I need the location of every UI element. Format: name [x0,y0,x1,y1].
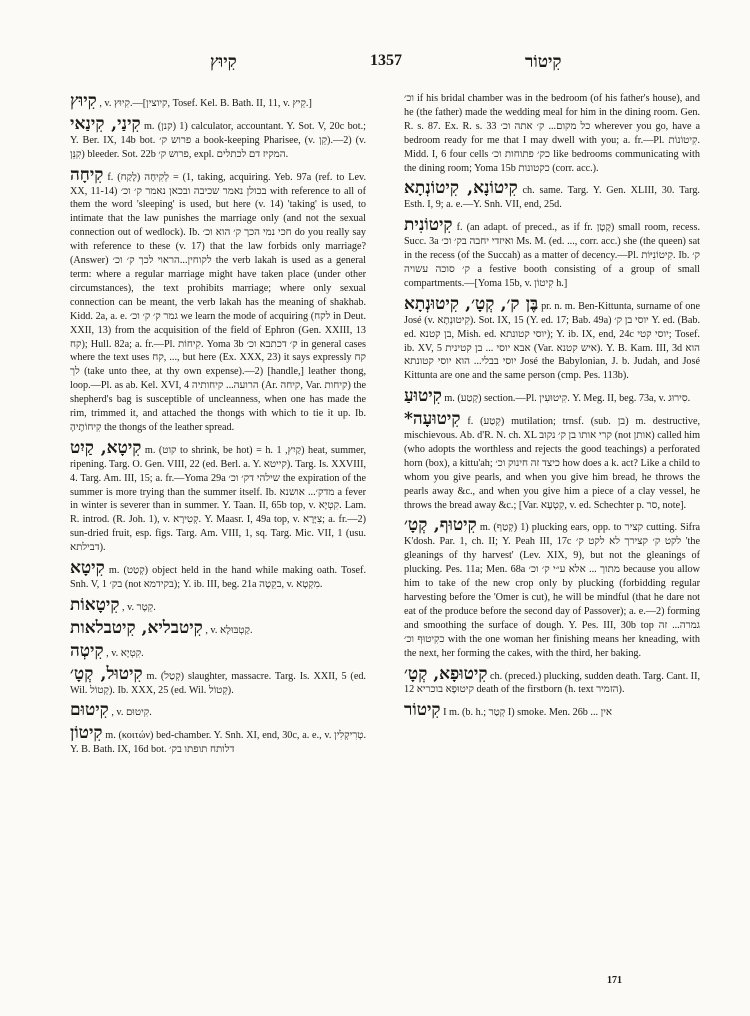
entry-headword: בֶּן ק׳, קְטָ׳, קִיטוּנְתָא [404,293,539,314]
entry-headword: קִיטוֹר [404,700,441,721]
dictionary-entry [404,295,700,383]
dictionary-entry [404,701,700,720]
entry-headword: *קִיטוּעָה [404,409,461,430]
dictionary-entry [70,665,366,698]
entry-headword: קִיוּץ [70,92,97,111]
right-column [404,92,700,982]
entry-headword: קִיטָא [70,558,105,579]
entry-definition: , v. קַטְבּוּלָא. [205,624,253,636]
dictionary-entry [404,92,700,175]
entry-definition: , v. קִיטוּם. [111,707,152,719]
dictionary-entry [70,92,366,111]
entry-headword: קִיטָא, קַיִט [70,437,142,458]
entry-definition: m. (קְטַט) object held in the hand while making oath. Tosef. Snh. V, 1 בק׳ (not בקידמא); Y. ib. III, beg. 21a בקֵטָה, v. מִקְטָא. [70,565,366,590]
dictionary-entry [70,724,366,757]
entry-headword: קִיטוּל, קְטָ׳ [70,663,143,684]
entry-definition: m. (קנן) 1) calculator, accountant. Y. Sot. V, 20c bot.; Y. Ber. IX, 14b bot. פרוש ק׳ a book-keeping Pharisee, (v. קֵן).—2) (v. קִנֵּן) bleeder. Sot. 22b פרוש ק׳, expl. המקיז דם לכתלים. [70,120,366,160]
entry-definition: pr. n. m. Ben-Kittunta, surname of one José (v. קִיטוּנְתָא). Sot. IX, 15 (Y. ed. 17; Bab. 49a) יוסי בן ק׳ Y. ed. (Bab. ed. בן קטנא, Mish. ed. יוסי קטונתא); Y. ib. IX, end, 24c יוסי קטי; Tosef. ib. XV, 5 אבא יוסי ... בן קטינית (Var. איש קטנא). Y. B. Kam. III, 3d הוא יוסי בבלי... הוא יוסי קטונתא José the Babylonian, J. b. Judah, and José Kittunta are one and the same person (cmp. Pes. 113b). [404,300,700,382]
entry-headword: קִיטְה [70,640,104,661]
entry-definition: m. (קוט to shrink, be hot) = h. קַיִץ, 1) heat, summer, ripening. Targ. O. Gen. VIII, 22 (ed. Berl. a. Y. קייטא). Targ. Is. XXVIII, 4. Targ. Am. III, 15; a. fr.—Yoma 29a שילהי דק׳ וכ׳ the expiration of the summer is more trying than the summer itself. Ib. מדק׳... אושנא a fever in winter is severer than in summer. Y. Taan. II, 65b top, v. קִטְיָא. Lam. R. introd. (R. Joh. 1), v. קְטִירָא. Y. Maasr. I, 49a top, v. צִיָּרָא; a. fr.—2) sun-dried fruit, esp. figs. Targ. Am. VIII, 1, sq. Targ. Mic. VII, 1 (usu. דבילתא). [70,444,366,554]
entry-headword: קִיטוּפָא, קְטָ׳ [404,663,488,684]
dictionary-entry [70,439,366,555]
dictionary-entry [404,216,700,291]
entry-definition: f. (an adapt. of preced., as if fr. קָטָן) small room, recess. Succ. 3a ואיזדי יחבה בק׳ וכ׳ Ms. M. (ed. ..., corr. acc.) she (the queen) sat in the recess (of the Succah) as a matter of decency.—Pl. קִיטוֹנִיּוֹת. Ib. ק׳ ק׳ סוכה עשויה a festive booth consisting of a group of small compartments.—[Yoma 15b, v. קִיטוֹן h.] [404,222,700,289]
dictionary-entry [70,619,366,638]
entry-headword: קִיטוֹנָא, קִיטוֹנְתָא [404,178,518,199]
dictionary-entry [404,179,700,212]
dictionary-entry [70,559,366,592]
entry-headword: קִיטבליא, קִיטבלאות [70,617,203,638]
entry-definition: m. (קְטַל) slaughter, massacre. Targ. Is. XXII, 5 (ed. Wil. קְטוֹל). Ib. XXX, 25 (ed. Wil. קְטוֹל). [70,670,366,696]
entry-headword: קִינַי, קִינַאי [70,113,141,134]
entry-definition: , v. קִיוּץ.—[קיוצין, Tosef. Kel. B. Bath. II, 11, v. קֵיץ.] [99,98,312,109]
dictionary-entry [70,115,366,162]
entry-definition: m. (קְטַף) 1) plucking ears, opp. to קציר cutting. Sifra K'dosh. Par. 1, ch. II; Y. Peah III, 17c לקט ק׳ קצירך לא לקט ק׳ 'the gleanings of thy harvest' (Lev. XIX, 9), but not the gleanings of plucking. Pes. 11a; Men. 68a מתוך ... אלא ע״י ק׳ וכ׳ because you allow him to take of the new crop only by plucking (forbidding regular harvesting before the 'Omer is cut), he will be mindful (that he dare not eat of the produce before the second day of Passover); a. e.—2) forming and smoothing the surface of dough. Y. Pes. III, 30b top גמרה... זה כקִיטוּף וכ׳ with the one woman her finishing means her kneading, with the next, her forming the cakes, with the third, her baking. [404,522,700,659]
page-header [70,52,700,74]
dictionary-entry [70,596,366,615]
right-running-head: קִיטוֹר [525,52,562,72]
entry-definition: ch. same. Targ. Y. Gen. XLIII, 30. Targ. Esth. I, 9; a. e.—Y. Snh. VII, end, 25d. [404,185,700,211]
entry-definition: m. (קְטַע) section.—Pl. קִיטוּעִין. Y. Meg. II, beg. 73a, v. סִירוּג. [444,393,691,405]
entry-headword: קִיטָאוֹת [70,594,120,615]
dictionary-entry [70,642,366,661]
entry-definition: , v. קֵטֶר. [122,601,156,613]
dictionary-entry [70,166,366,435]
dictionary-entry [404,665,700,698]
entry-definition: f. (לָקַח) 1) = לְקִיחָה, taking, acquiring. Yeb. 97a (ref. to Lev. XX, 11-14) בכולן נאמר שכיבה ובכאן נאמר ק׳ וכ׳ with reference to all of them the word 'sleeping' is used, but here (v. 14) 'taking' is used, to intimate that the law punishes the marriage only (and not the sexual connection out of wedlock). Ib. חכי נמי הכך ק׳ הוא וכ׳ do you really say with reference to these (v. 17) that the law forbids only marriage? (Answer) לקוחין...הראוי לכך ק׳ וכ׳ the verb lakah is used as a general term: where a regular marriage might have taken place (under other circumstances), the text prohibits marriage; where only sexual connection can be meant, the verb lakah has the meaning of shakhab. Kidd. 2a, a. e. גמר ק׳ ק׳ וכ׳ we learn the mode of acquiring (לקח in Deut. XXII, 13) from the acquisition of the field of Ephron (Gen. XXIII, 13 קח); Hull. 82a; a. fr.—Pl. קִיחוֹת. Yoma 3b ק׳ דכתבא וכ׳ in general cases where the text uses קח, ..., but here (Ex. XXX, 23) it says expressly קח לך (take unto thee, at thy own expense).—2) [handle,] leather thong, loop.—Pl. as ab. Kel. XVI, 4 הרועה... קיחותיה (Ar. קיחה, Var. קיחות) the shepherd's bag is susceptible of uncleanness, when one has made the rim, trimmed it, and attached the thongs with which to tie it up. Ib. קִיחוֹתֶיהָ the thongs of the leather spread. [70,171,366,433]
left-running-head: קִיוּץ [210,52,237,72]
dictionary-entry [70,701,366,720]
entry-headword: קִיטוּם [70,700,109,721]
entry-definition: וכ׳ if his bridal chamber was in the bedroom (of his father's house), and he (the father) made the wedding meal for him in the dining room. Gen. R. s. 87. Ex. R. s. 33 כל מקום... ק׳ אתה וכ׳ wherever you go, have a bedroom ready for me that I may dwell with you; a. fr.—Pl. קִיטוֹנוֹת. Midd. I, 6 four cells כק׳ פתוחות וכ׳ like bedrooms communicating with the dining room; Yoma 15b כקטונות (corr. acc.). [404,93,700,174]
entry-headword: קִיטוּף, קְטָ׳ [404,515,477,536]
entry-headword: קִיטוֹן [70,723,103,744]
entry-definition: m. (κοιτών) bed-chamber. Y. Snh. XI, end, 30c, a. e., v. טְרִיקְלִין. Y. B. Bath. IX, 16d bot. דלותח תופתו בק׳ [70,730,366,756]
entry-definition: I m. (b. h.; קְטַר I) smoke. Men. 26b ... אין [443,707,613,719]
entry-headword: קִיחָה [70,164,104,185]
entry-headword: קִיטוֹנִית [404,215,453,236]
left-column [70,92,366,982]
entry-definition: , v. קִטְיָא. [106,647,144,659]
entry-definition: f. (קְטַע) mutilation; trnsf. (sub. בן) m. destructive, mischievous. Ab. d'R. N. ch. XL קרי אותו בן ק׳ נקוב (not אותן) called him (who adopts the worthless and rejects the good teachings) a perforated horn (box), a kittu'ah; כיצד זה חינוק וכ׳ how does a k. act? Like a child to whom you give pearls, and when you give him bread, he throws the pearls away &c., and when you give him a piece of a clay vessel, he throws the bread away &c.; [Var. קִטְעָא, v. ed. Schechter p. סר, note]. [404,416,700,511]
entry-headword: קִיטוּעַ [404,386,442,407]
entry-definition: ch. (preced.) plucking, sudden death. Targ. Cant. II, 12 קיטוּפָא בוכריא death of the firstborn (h. text הזמיר). [404,670,700,696]
page-number: 1357 [370,52,402,69]
sheet-number: 171 [607,975,622,986]
dictionary-entry [404,387,700,406]
dictionary-entry [404,410,700,512]
dictionary-entry [404,516,700,660]
